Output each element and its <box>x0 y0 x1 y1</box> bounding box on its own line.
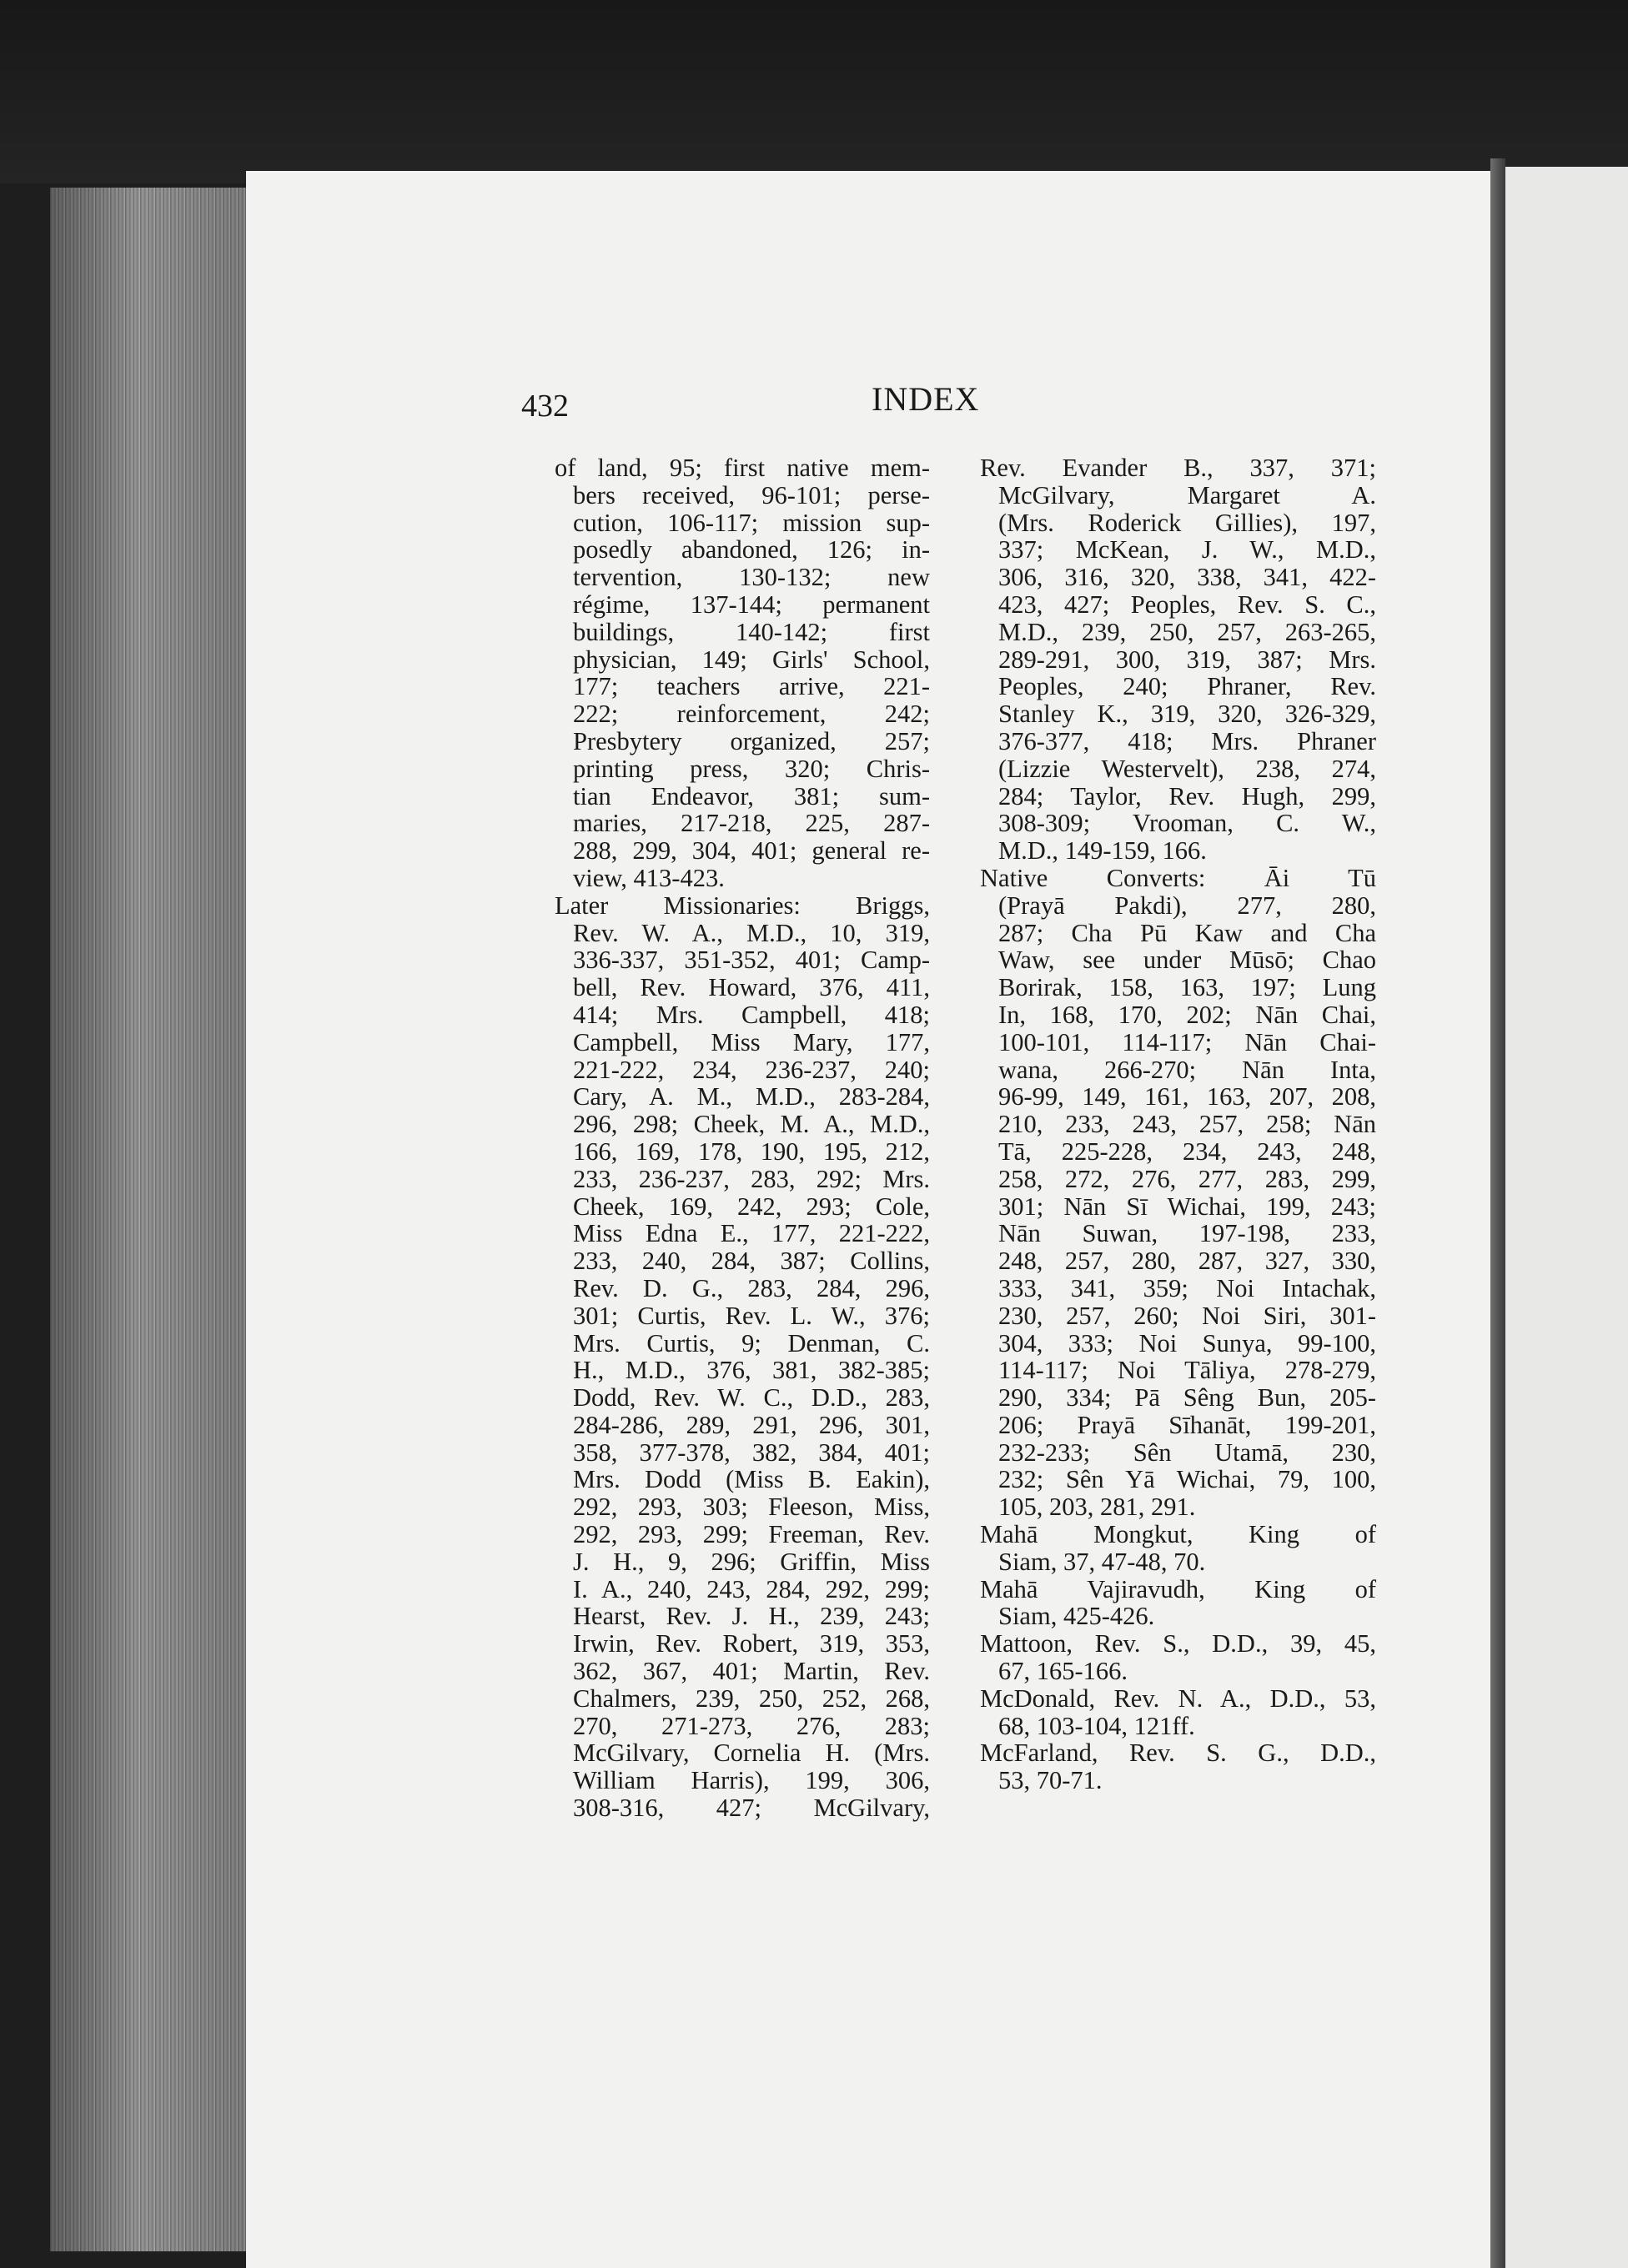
index-line: 258, 272, 276, 277, 283, 299, <box>998 1164 1376 1193</box>
index-line: wana, 266-270; Nān Inta, <box>998 1055 1376 1084</box>
index-line: Rev. W. A., M.D., 10, 319, <box>573 918 930 947</box>
index-line: cution, 106-117; mission sup- <box>573 508 930 537</box>
index-line: Cary, A. M., M.D., 283-284, <box>573 1082 930 1111</box>
index-line: Waw, see under Mūsō; Chao <box>998 946 1376 975</box>
page-title: INDEX <box>872 380 980 418</box>
index-line: Mahā Vajiravudh, King of <box>980 1574 1376 1603</box>
index-line: 308-309; Vrooman, C. W., <box>998 809 1376 838</box>
page-number: 432 <box>521 389 569 424</box>
index-line: 287; Cha Pū Kaw and Cha <box>998 918 1376 947</box>
index-line: 233, 236-237, 283, 292; Mrs. <box>573 1164 930 1193</box>
index-line: 290, 334; Pā Sêng Bun, 205- <box>998 1383 1376 1412</box>
facing-page-edge <box>1505 167 1628 2268</box>
index-line: 362, 367, 401; Martin, Rev. <box>573 1657 930 1686</box>
index-line: 96-99, 149, 161, 163, 207, 208, <box>998 1082 1376 1111</box>
index-line: of land, 95; first native mem- <box>555 454 930 482</box>
index-line: Presbytery organized, 257; <box>573 726 930 755</box>
index-line: 288, 299, 304, 401; general re- <box>573 836 930 866</box>
index-line: printing press, 320; Chris- <box>573 754 930 783</box>
index-line: 333, 341, 359; Noi Intachak, <box>998 1273 1376 1302</box>
index-line: maries, 217-218, 225, 287- <box>573 809 930 838</box>
index-line: Mrs. Curtis, 9; Denman, C. <box>573 1328 930 1357</box>
index-line: McDonald, Rev. N. A., D.D., 53, <box>980 1683 1376 1713</box>
index-line: Cheek, 169, 242, 293; Cole, <box>573 1192 930 1221</box>
index-line: Native Converts: Āi Tū <box>980 863 1376 892</box>
index-line: 221-222, 234, 236-237, 240; <box>573 1055 930 1084</box>
index-line: Siam, 425-426. <box>998 1602 1155 1631</box>
index-line: Mrs. Dodd (Miss B. Eakin), <box>573 1465 930 1494</box>
index-line: 233, 240, 284, 387; Collins, <box>573 1247 930 1276</box>
index-line: 53, 70-71. <box>998 1766 1103 1795</box>
index-line: I. A., 240, 243, 284, 292, 299; <box>573 1574 930 1603</box>
index-line: régime, 137-144; permanent <box>573 590 930 619</box>
index-line: Rev. D. G., 283, 284, 296, <box>573 1273 930 1302</box>
index-line: buildings, 140-142; first <box>573 617 930 646</box>
index-line: McGilvary, Margaret A. <box>998 480 1376 509</box>
index-line: 210, 233, 243, 257, 258; Nān <box>998 1110 1376 1139</box>
index-line: 301; Curtis, Rev. L. W., 376; <box>573 1301 930 1330</box>
index-line: 248, 257, 280, 287, 327, 330, <box>998 1247 1376 1276</box>
index-line: 336-337, 351-352, 401; Camp- <box>573 946 930 975</box>
index-line: 414; Mrs. Campbell, 418; <box>573 1000 930 1029</box>
index-line: view, 413-423. <box>573 863 725 892</box>
index-line: 230, 257, 260; Noi Siri, 301- <box>998 1301 1376 1330</box>
index-line: Later Missionaries: Briggs, <box>555 891 930 920</box>
index-line: 292, 293, 299; Freeman, Rev. <box>573 1520 930 1549</box>
index-line: 306, 316, 320, 338, 341, 422- <box>998 563 1376 592</box>
index-line: tervention, 130-132; new <box>573 563 930 592</box>
index-line: 301; Nān Sī Wichai, 199, 243; <box>998 1192 1376 1221</box>
page-edge-shadow <box>50 188 246 2251</box>
index-line: M.D., 149-159, 166. <box>998 836 1207 866</box>
index-line: Hearst, Rev. J. H., 239, 243; <box>573 1602 930 1631</box>
index-line: Tā, 225-228, 234, 243, 248, <box>998 1137 1376 1166</box>
index-line: tian Endeavor, 381; sum- <box>573 781 930 810</box>
index-line: Campbell, Miss Mary, 177, <box>573 1027 930 1056</box>
index-line: Miss Edna E., 177, 221-222, <box>573 1219 930 1248</box>
index-line: physician, 149; Girls' School, <box>573 645 930 674</box>
index-line: (Prayā Pakdi), 277, 280, <box>998 891 1376 920</box>
index-line: Siam, 37, 47-48, 70. <box>998 1547 1206 1576</box>
index-line: 105, 203, 281, 291. <box>998 1493 1196 1522</box>
index-line: 67, 165-166. <box>998 1657 1128 1686</box>
index-line: 284; Taylor, Rev. Hugh, 299, <box>998 781 1376 810</box>
index-line: 68, 103-104, 121ff. <box>998 1711 1195 1740</box>
index-line: 270, 271-273, 276, 283; <box>573 1711 930 1740</box>
index-line: bers received, 96-101; perse- <box>573 480 930 509</box>
index-line: Dodd, Rev. W. C., D.D., 283, <box>573 1383 930 1412</box>
index-line: J. H., 9, 296; Griffin, Miss <box>573 1547 930 1576</box>
index-line: Irwin, Rev. Robert, 319, 353, <box>573 1629 930 1658</box>
index-column-right <box>980 454 1376 1794</box>
index-line: Rev. Evander B., 337, 371; <box>980 454 1376 482</box>
index-line: H., M.D., 376, 381, 382-385; <box>573 1356 930 1385</box>
index-line: Borirak, 158, 163, 197; Lung <box>998 973 1376 1002</box>
index-line: (Lizzie Westervelt), 238, 274, <box>998 754 1376 783</box>
index-line: 289-291, 300, 319, 387; Mrs. <box>998 645 1376 674</box>
index-line: M.D., 239, 250, 257, 263-265, <box>998 617 1376 646</box>
index-line: 308-316, 427; McGilvary, <box>573 1794 930 1823</box>
index-line: 232-233; Sên Utamā, 230, <box>998 1438 1376 1467</box>
index-line: (Mrs. Roderick Gillies), 197, <box>998 508 1376 537</box>
index-line: 304, 333; Noi Sunya, 99-100, <box>998 1328 1376 1357</box>
index-line: Stanley K., 319, 320, 326-329, <box>998 700 1376 729</box>
index-line: 376-377, 418; Mrs. Phraner <box>998 726 1376 755</box>
index-line: 166, 169, 178, 190, 195, 212, <box>573 1137 930 1166</box>
index-line: Mahā Mongkut, King of <box>980 1520 1376 1549</box>
index-line: Chalmers, 239, 250, 252, 268, <box>573 1683 930 1713</box>
index-line: 296, 298; Cheek, M. A., M.D., <box>573 1110 930 1139</box>
index-line: Mattoon, Rev. S., D.D., 39, 45, <box>980 1629 1376 1658</box>
index-line: Peoples, 240; Phraner, Rev. <box>998 672 1376 701</box>
index-line: 177; teachers arrive, 221- <box>573 672 930 701</box>
index-line: In, 168, 170, 202; Nān Chai, <box>998 1000 1376 1029</box>
index-line: Nān Suwan, 197-198, 233, <box>998 1219 1376 1248</box>
index-line: 232; Sên Yā Wichai, 79, 100, <box>998 1465 1376 1494</box>
book-gutter <box>1490 158 1505 2268</box>
index-line: 206; Prayā Sīhanāt, 199-201, <box>998 1410 1376 1439</box>
index-line: 114-117; Noi Tāliya, 278-279, <box>998 1356 1376 1385</box>
index-line: bell, Rev. Howard, 376, 411, <box>573 973 930 1002</box>
index-line: 100-101, 114-117; Nān Chai- <box>998 1027 1376 1056</box>
index-line: 284-286, 289, 291, 296, 301, <box>573 1410 930 1439</box>
index-line: 337; McKean, J. W., M.D., <box>998 535 1376 564</box>
index-line: posedly abandoned, 126; in- <box>573 535 930 564</box>
photo-backdrop <box>0 0 1628 183</box>
index-line: 358, 377-378, 382, 384, 401; <box>573 1438 930 1467</box>
index-line: McFarland, Rev. S. G., D.D., <box>980 1739 1376 1768</box>
index-line: McGilvary, Cornelia H. (Mrs. <box>573 1739 930 1768</box>
index-line: 292, 293, 303; Fleeson, Miss, <box>573 1493 930 1522</box>
index-line: William Harris), 199, 306, <box>573 1766 930 1795</box>
index-column-left <box>555 454 930 1822</box>
index-line: 423, 427; Peoples, Rev. S. C., <box>998 590 1376 619</box>
index-line: 222; reinforcement, 242; <box>573 700 930 729</box>
